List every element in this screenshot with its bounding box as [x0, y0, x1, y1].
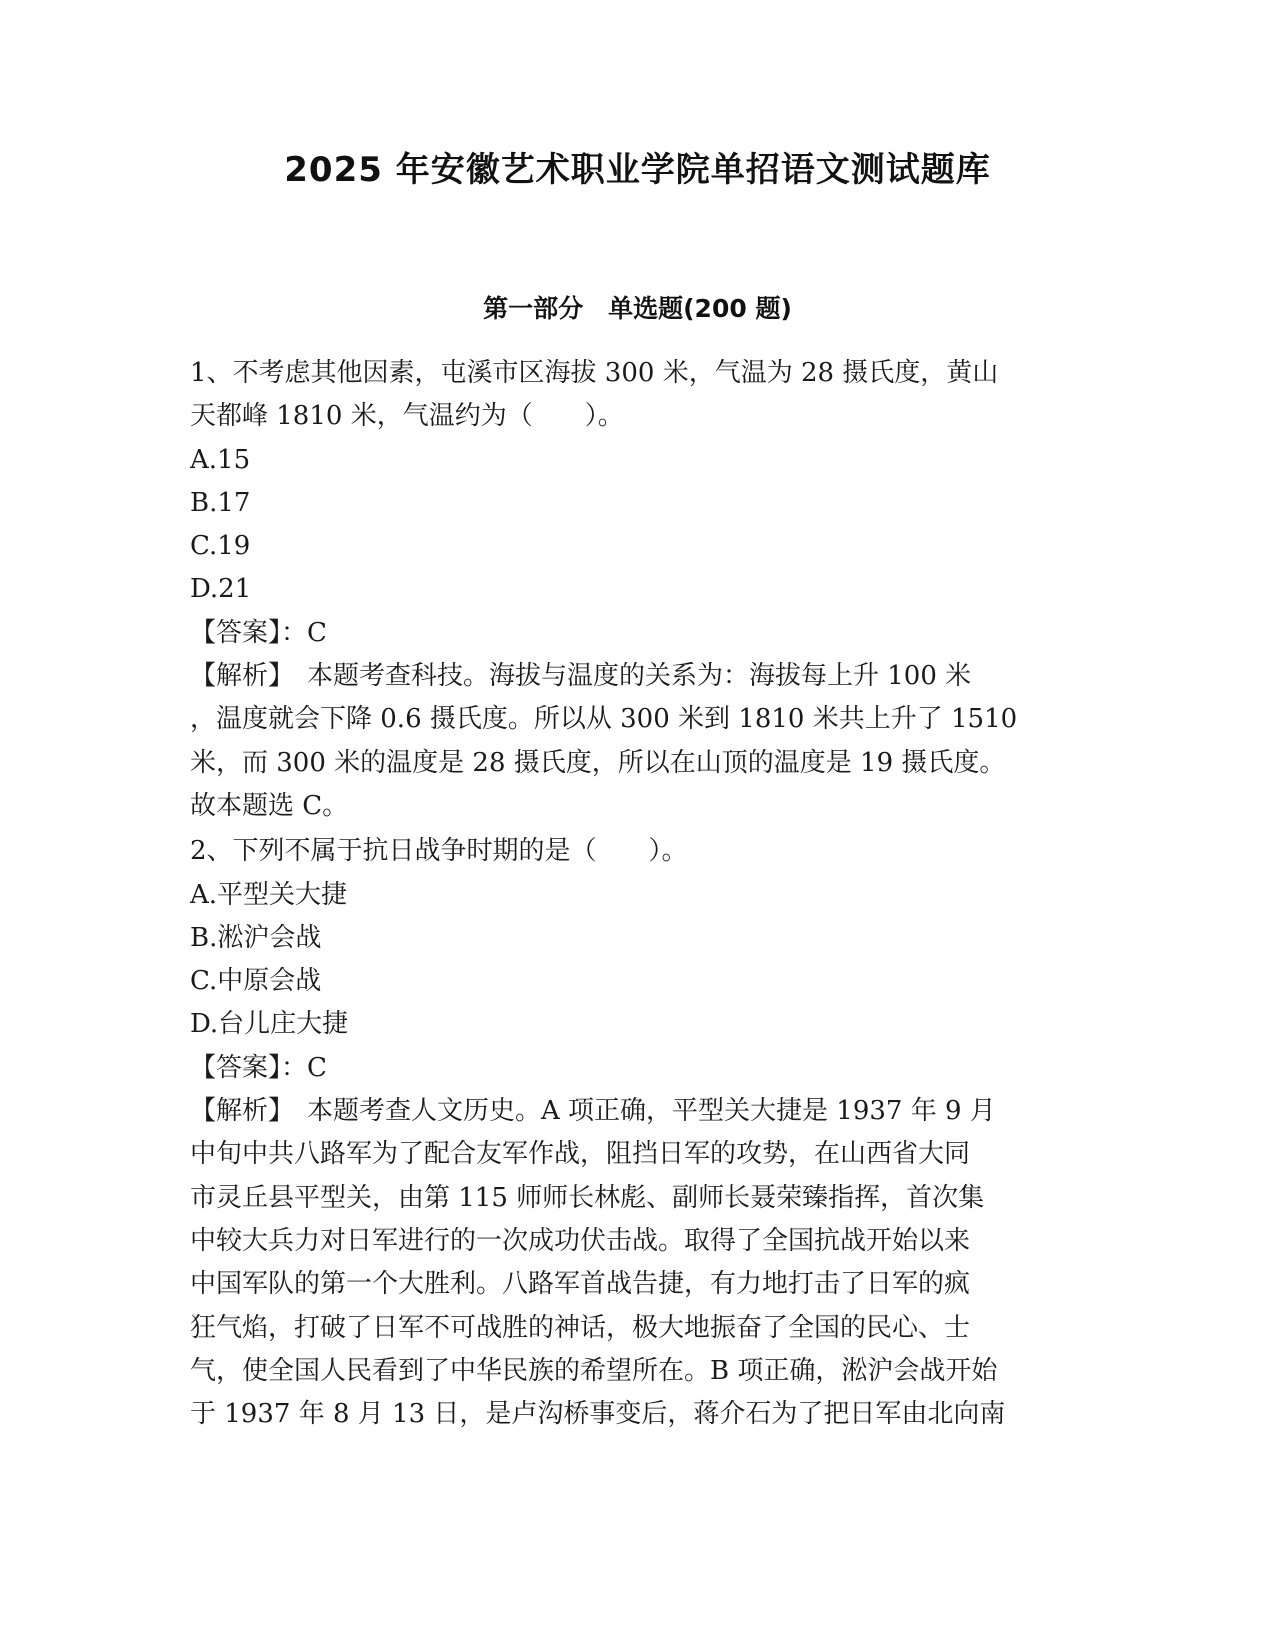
- question-1-option-d: D.21: [190, 574, 252, 605]
- question-2-answer: 【答案】：C: [190, 1052, 327, 1083]
- document-title: 2025 年安徽艺术职业学院单招语文测试题库: [284, 150, 991, 190]
- question-1-analysis-line-1: 【解析】 本题考查科技。海拔与温度的关系为：海拔每上升 100 米: [190, 661, 972, 692]
- question-2-analysis-line-2: 中旬中共八路军为了配合友军作战，阻挡日军的攻势，在山西省大同: [190, 1139, 971, 1170]
- question-2: [190, 830, 1090, 1436]
- question-1-answer: 【答案】：C: [190, 617, 327, 648]
- question-1-stem-line-1: 1、不考虑其他因素，屯溪市区海拔 300 米，气温为 28 摄氏度，黄山: [190, 358, 999, 388]
- question-1-analysis-line-4: 故本题选 C。: [190, 790, 349, 821]
- question-2-analysis-line-4: 中较大兵力对日军进行的一次成功伏击战。取得了全国抗战开始以来: [190, 1225, 971, 1256]
- question-2-analysis-line-1: 【解析】 本题考查人文历史。A 项正确，平型关大捷是 1937 年 9 月: [190, 1096, 996, 1127]
- question-1-option-b: B.17: [190, 487, 251, 518]
- question-1: [190, 352, 1090, 828]
- question-1-option-a: A.15: [190, 444, 251, 475]
- question-2-analysis-line-7: 气，使全国人民看到了中华民族的希望所在。B 项正确，淞沪会战开始: [190, 1355, 998, 1386]
- question-2-option-d: D.台儿庄大捷: [190, 1009, 349, 1040]
- question-1-analysis-line-2: ，温度就会下降 0.6 摄氏度。所以从 300 米到 1810 米共上升了 1510: [190, 704, 1018, 735]
- question-2-analysis-line-5: 中国军队的第一个大胜利。八路军首战告捷，有力地打击了日军的疯: [190, 1269, 971, 1300]
- section-heading: 第一部分 单选题(200 题): [483, 294, 792, 323]
- question-1-option-c: C.19: [190, 531, 251, 562]
- question-2-analysis-line-8: 于 1937 年 8 月 13 日，是卢沟桥事变后，蒋介石为了把日军由北向南: [190, 1399, 1006, 1430]
- question-2-option-a: A.平型关大捷: [190, 879, 348, 910]
- question-1-analysis-line-3: 米，而 300 米的温度是 28 摄氏度，所以在山顶的温度是 19 摄氏度。: [190, 747, 1006, 778]
- question-2-stem-line-1: 2、下列不属于抗日战争时期的是（ ）。: [190, 836, 688, 867]
- question-2-analysis-line-3: 市灵丘县平型关，由第 115 师师长林彪、副师长聂荣臻指挥，首次集: [190, 1182, 985, 1213]
- question-2-analysis-line-6: 狂气焰，打破了日军不可战胜的神话，极大地振奋了全国的民心、士: [190, 1312, 971, 1343]
- question-2-option-b: B.淞沪会战: [190, 922, 322, 953]
- question-list: [190, 352, 1090, 1436]
- question-1-stem-line-2: 天都峰 1810 米，气温约为（ ）。: [190, 401, 624, 432]
- question-2-option-c: C.中原会战: [190, 966, 322, 997]
